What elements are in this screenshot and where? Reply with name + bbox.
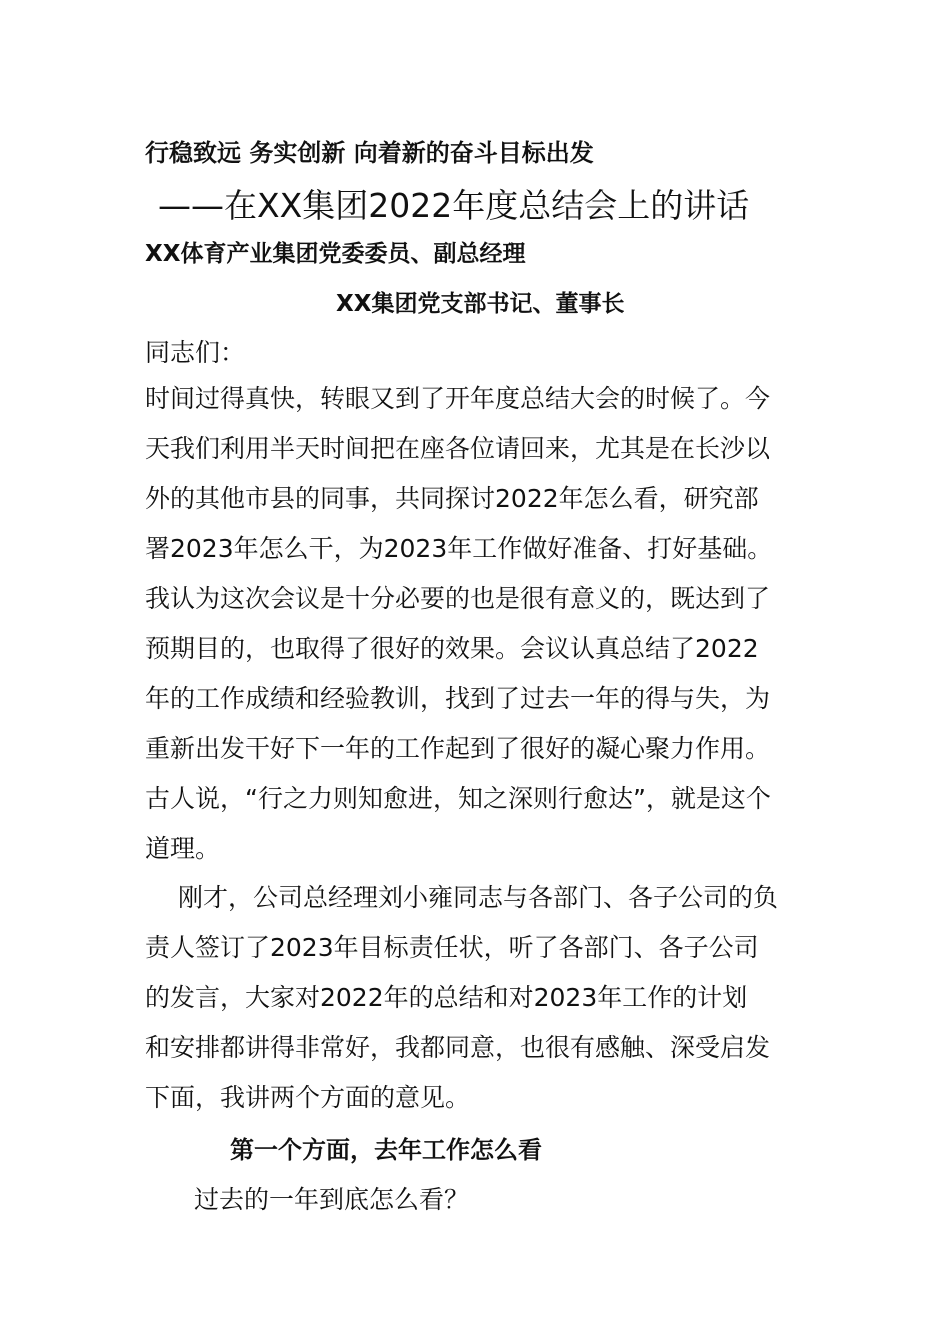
author-line-1: XX体育产业集团党委委员、副总经理 bbox=[145, 241, 526, 267]
paragraph-line: 道理。 bbox=[145, 834, 221, 863]
paragraph-1 bbox=[145, 374, 825, 874]
paragraph-line: 刚才，公司总经理刘小雍同志与各部门、各子公司的负 bbox=[178, 883, 779, 912]
salutation: 同志们： bbox=[145, 338, 246, 367]
paragraph-line: 重新出发干好下一年的工作起到了很好的凝心聚力作用。 bbox=[145, 734, 771, 763]
paragraph-line: 责人签订了2023年目标责任状，听了各部门、各子公司 bbox=[145, 933, 759, 962]
paragraph-line: 署2023年怎么干，为2023年工作做好准备、打好基础。 bbox=[145, 534, 773, 563]
section-heading: 第一个方面，去年工作怎么看 bbox=[230, 1136, 542, 1164]
paragraph-line: 天我们利用半天时间把在座各位请回来，尤其是在长沙以 bbox=[145, 434, 771, 463]
document-subtitle: ——在XX集团2022年度总结会上的讲话 bbox=[158, 186, 750, 225]
section-question: 过去的一年到底怎么看？ bbox=[194, 1185, 470, 1214]
paragraph-line: 和安排都讲得非常好，我都同意，也很有感触、深受启发 bbox=[145, 1033, 771, 1062]
paragraph-line: 我认为这次会议是十分必要的也是很有意义的，既达到了 bbox=[145, 584, 771, 613]
paragraph-line: 预期目的，也取得了很好的效果。会议认真总结了2022 bbox=[145, 634, 759, 663]
paragraph-line: 的发言，大家对2022年的总结和对2023年工作的计划 bbox=[145, 983, 748, 1012]
document-title: 行稳致远 务实创新 向着新的奋斗目标出发 bbox=[145, 139, 594, 167]
paragraph-line: 时间过得真快，转眼又到了开年度总结大会的时候了。今 bbox=[145, 384, 771, 413]
paragraph-line: 外的其他市县的同事，共同探讨2022年怎么看，研究部 bbox=[145, 484, 759, 513]
paragraph-line: 古人说，“行之力则知愈进，知之深则行愈达”，就是这个 bbox=[145, 784, 771, 813]
paragraph-line: 年的工作成绩和经验教训，找到了过去一年的得与失，为 bbox=[145, 684, 771, 713]
author-line-2: XX集团党支部书记、董事长 bbox=[336, 291, 625, 317]
paragraph-2 bbox=[145, 873, 825, 1123]
paragraph-line: 下面，我讲两个方面的意见。 bbox=[145, 1083, 471, 1112]
